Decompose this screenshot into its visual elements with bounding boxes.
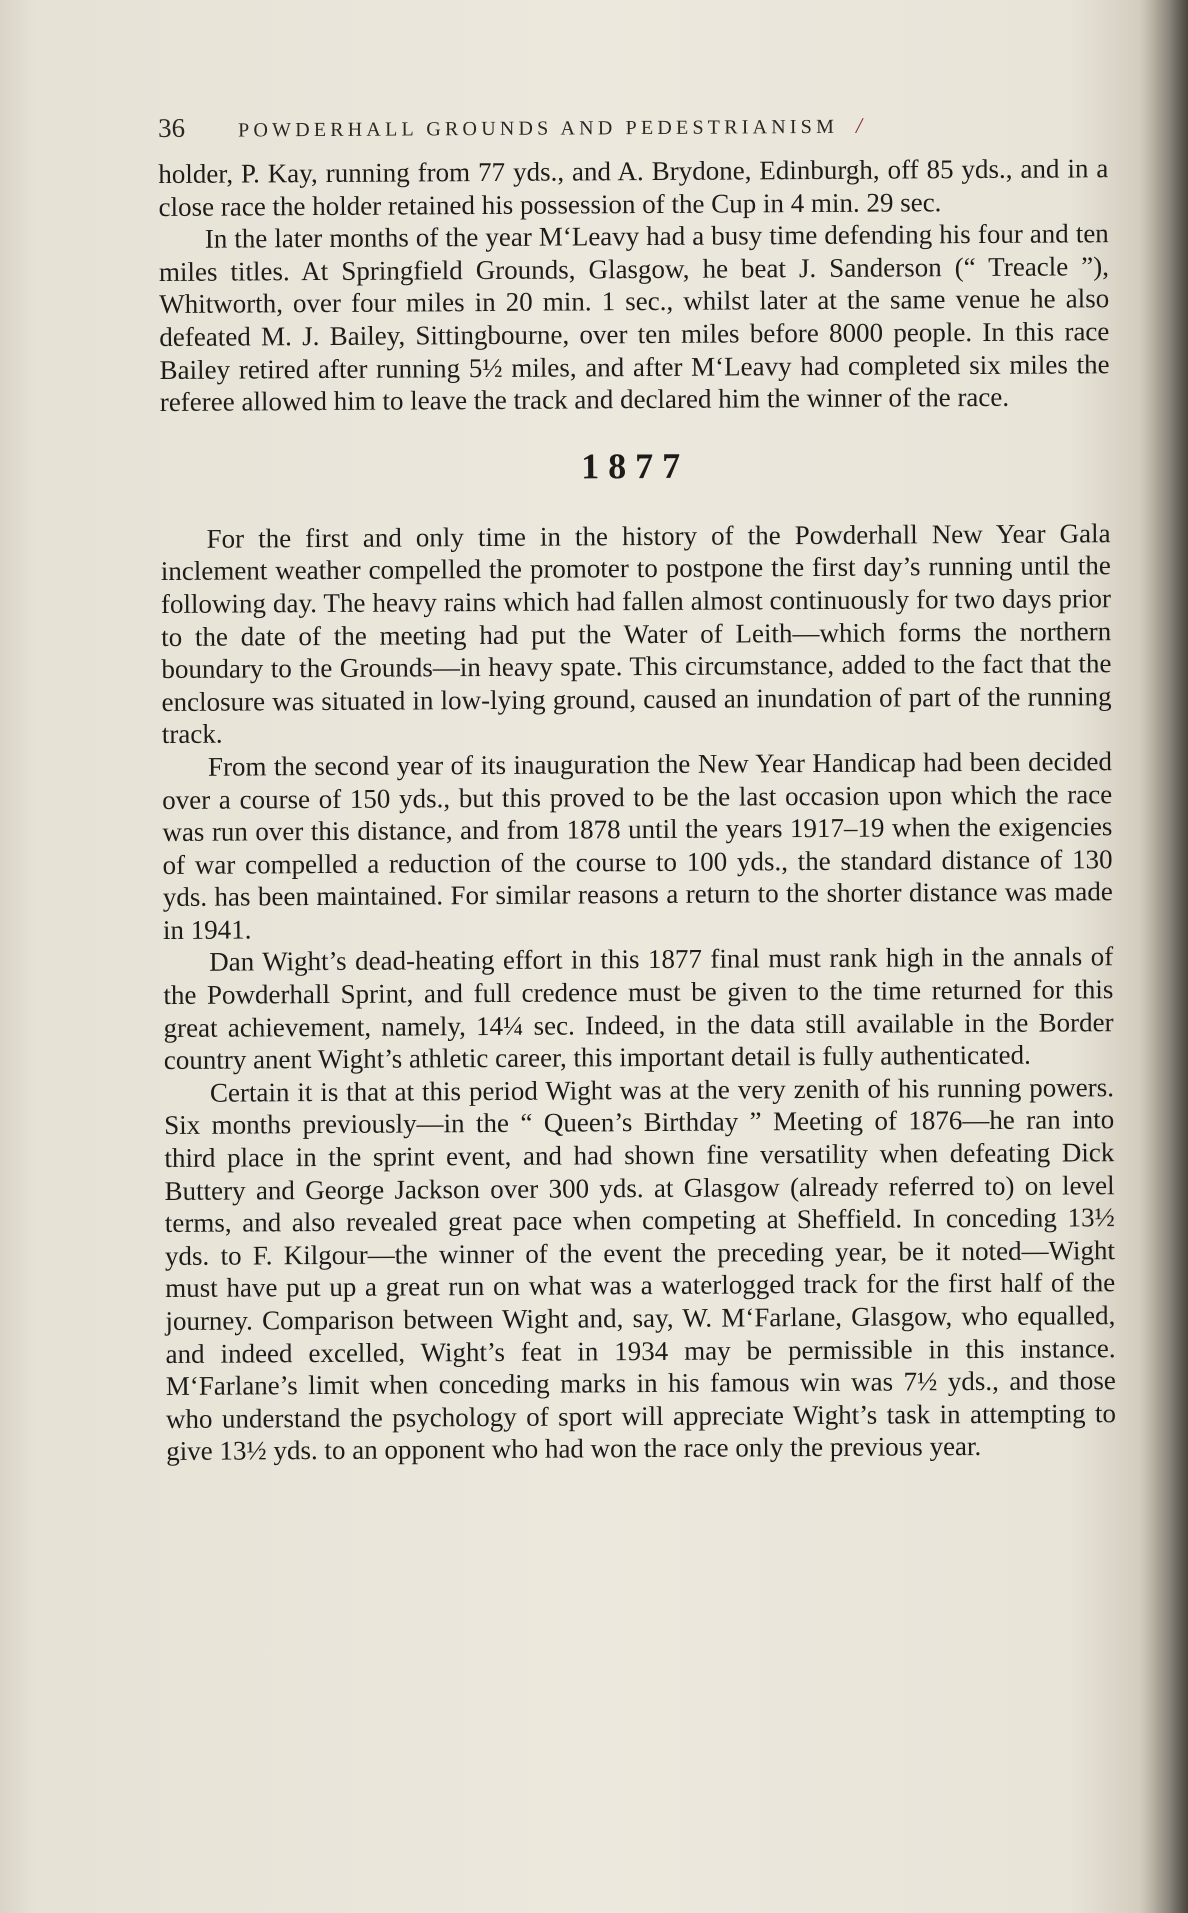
page-number: 36	[158, 112, 186, 143]
page-body	[158, 106, 1116, 1468]
section-heading-year: 1877	[581, 445, 690, 487]
paragraph: For the first and only time in the history of the Powderhall New Year Gala inclement weather compelled the promoter to postpone the first day’s running until the following day. The heavy rains which had fallen almost continuously for two days prior to the date of the meeting had put the Water of Leith—which forms the northern boundary to the Grounds—in heavy spate. This circumstance, added to the fact that the enclosure was situated in low-lying ground, caused an inundation of part of the running track.	[160, 517, 1112, 750]
pencil-mark: /	[855, 112, 863, 138]
paragraph: In the later months of the year M‘Leavy had a busy time defending his four and ten miles titles. At Springfield Grounds, Glasgow, he beat J. Sanderson (“ Treacle ”), Whitworth, over four miles in 20 min. 1 sec., whilst later at the same venue he also defeated M. J. Bailey, Sittingbourne, over ten miles before 8000 people. In this race Bailey retired after running 5½ miles, and after M‘Leavy had completed six miles the referee allowed him to leave the track and declared him the winner of the race.	[158, 218, 1110, 418]
paragraph: Dan Wight’s dead-heating effort in this 1877 final must rank high in the annals of the Powderhall Sprint, and full credence must be given to the time returned for this great achievement, namely, 14¼ sec. Indeed, in the data still available in the Border country anent Wight’s athletic career, this important detail is fully authenticated.	[163, 941, 1114, 1076]
page-edge-shadow	[1140, 0, 1188, 1913]
running-head	[158, 106, 1108, 152]
paragraph-continued: holder, P. Kay, running from 77 yds., and A. Brydone, Edinburgh, off 85 yds., and in a close race the holder retained his possession of the Cup in 4 min. 29 sec.	[158, 153, 1109, 222]
running-title: POWDERHALL GROUNDS AND PEDESTRIANISM	[238, 115, 839, 142]
paragraph: From the second year of its inauguration the New Year Handicap had been decided over a course of 150 yds., but this proved to be the last occasion upon which the race was run over this distance, and from 1878 until the years 1917–19 when the exigencies of war compelled a reduction of the course to 100 yds., the standard distance of 130 yds. has been maintained. For similar reasons a return to the shorter distance was made in 1941.	[162, 746, 1113, 945]
paragraph: Certain it is that at this period Wight was at the very zenith of his running powers. Six months previously—in the “ Queen’s Birthday ” Meeting of 1876—he ran into third place in the sprint event, and had shown fine versatility when defeating Dick Buttery and George Jackson over 300 yds. at Glasgow (already referred to) on level terms, and also revealed great pace when competing at Sheffield. In conceding 13½ yds. to F. Kilgour—the winner of the event the preceding year, be it noted—Wight must have put up a great run on what was a waterlogged track for the first half of the journey. Comparison between Wight and, say, W. M‘Farlane, Glasgow, who equalled, and indeed excelled, Wight’s feat in 1934 may be permissible in this instance. M‘Farlane’s limit when conceding marks in his famous win was 7½ yds., and those who understand the psychology of sport will appreciate Wight’s task in attempting to give 13½ yds. to an opponent who had won the race only the previous year.	[164, 1072, 1117, 1467]
